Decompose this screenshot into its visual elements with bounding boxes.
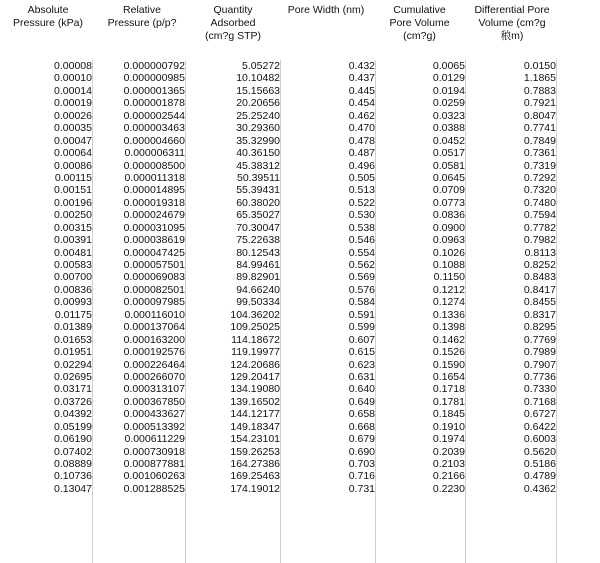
- cell-quantity-adsorbed: 164.27386: [230, 458, 280, 470]
- table-row: [0, 371, 600, 383]
- cell-quantity-adsorbed: 15.15663: [236, 84, 280, 97]
- cell-cumulative-pore-volume: 0.0065: [432, 60, 465, 72]
- table-row: [0, 408, 600, 420]
- cell-pore-width: 0.591: [348, 308, 375, 321]
- cell-pore-width: 0.445: [348, 84, 375, 97]
- cell-relative-pressure: 0.000001365: [123, 84, 185, 97]
- cell-cumulative-pore-volume: 0.0645: [432, 171, 465, 184]
- cell-cumulative-pore-volume: 0.1088: [432, 259, 465, 271]
- cell-quantity-adsorbed: 5.05272: [242, 60, 280, 72]
- cell-cumulative-pore-volume: 0.2230: [432, 482, 465, 495]
- cell-differential-pore-volume: 0.6422: [523, 420, 556, 433]
- cell-differential-pore-volume: 0.7989: [523, 346, 556, 359]
- cell-absolute-pressure: 0.00836: [54, 283, 92, 296]
- cell-pore-width: 0.731: [348, 482, 375, 495]
- cell-absolute-pressure: 0.00391: [54, 234, 92, 247]
- cell-differential-pore-volume: 0.7982: [523, 234, 556, 247]
- table-row: [0, 359, 600, 371]
- header-line: Adsorbed: [210, 17, 256, 29]
- cell-cumulative-pore-volume: 0.0323: [432, 109, 465, 122]
- cell-relative-pressure: 0.000001878: [123, 97, 185, 110]
- cell-differential-pore-volume: 0.5186: [523, 458, 556, 470]
- cell-pore-width: 0.623: [348, 358, 375, 371]
- cell-differential-pore-volume: 0.8417: [523, 283, 556, 296]
- cell-cumulative-pore-volume: 0.0709: [432, 184, 465, 197]
- cell-differential-pore-volume: 0.7594: [523, 209, 556, 222]
- cell-pore-width: 0.487: [348, 147, 375, 160]
- table-row: [0, 309, 600, 321]
- cell-cumulative-pore-volume: 0.1845: [432, 408, 465, 421]
- cell-differential-pore-volume: 0.8455: [523, 296, 556, 309]
- table-row: [0, 284, 600, 296]
- cell-differential-pore-volume: 0.7883: [523, 84, 556, 97]
- cell-differential-pore-volume: 0.7849: [523, 134, 556, 147]
- header-differential-pore-volume: [462, 4, 562, 43]
- cell-relative-pressure: 0.001060263: [123, 470, 185, 483]
- cell-quantity-adsorbed: 80.12543: [236, 246, 280, 259]
- cell-cumulative-pore-volume: 0.2103: [432, 458, 465, 470]
- cell-cumulative-pore-volume: 0.0517: [432, 147, 465, 160]
- cell-quantity-adsorbed: 169.25463: [230, 470, 280, 483]
- cell-quantity-adsorbed: 174.19012: [230, 482, 280, 495]
- cell-relative-pressure: 0.000003463: [123, 122, 185, 135]
- cell-relative-pressure: 0.000163200: [123, 333, 185, 346]
- cell-quantity-adsorbed: 149.18347: [230, 420, 280, 433]
- table-row: [0, 85, 600, 97]
- table-row: [0, 72, 600, 84]
- table-row: [0, 396, 600, 408]
- cell-relative-pressure: 0.000082501: [123, 283, 185, 296]
- cell-relative-pressure: 0.000116010: [124, 308, 185, 321]
- cell-cumulative-pore-volume: 0.1274: [432, 296, 465, 309]
- cell-differential-pore-volume: 0.7320: [523, 184, 556, 197]
- cell-cumulative-pore-volume: 0.1590: [432, 358, 465, 371]
- header-line: Relative: [123, 4, 161, 16]
- table-row: [0, 271, 600, 283]
- cell-quantity-adsorbed: 75.22638: [236, 234, 280, 247]
- cell-relative-pressure: 0.000038619: [123, 234, 185, 247]
- cell-differential-pore-volume: 0.5620: [523, 445, 556, 458]
- cell-differential-pore-volume: 0.7361: [523, 147, 556, 160]
- cell-absolute-pressure: 0.00064: [54, 147, 92, 160]
- cell-pore-width: 0.496: [348, 159, 375, 172]
- table-row: [0, 184, 600, 196]
- cell-differential-pore-volume: 0.8113: [524, 246, 556, 259]
- cell-relative-pressure: 0.000226464: [123, 358, 185, 371]
- cell-differential-pore-volume: 0.0150: [523, 60, 556, 72]
- cell-cumulative-pore-volume: 0.0129: [432, 72, 465, 85]
- cell-differential-pore-volume: 0.6003: [523, 433, 556, 446]
- table-body: [0, 60, 600, 495]
- cell-absolute-pressure: 0.06190: [54, 433, 92, 446]
- cell-quantity-adsorbed: 20.20656: [236, 97, 280, 110]
- cell-pore-width: 0.554: [348, 246, 375, 259]
- table-row: [0, 110, 600, 122]
- cell-quantity-adsorbed: 124.20686: [230, 358, 280, 371]
- header-line: Pore Width (nm): [287, 4, 365, 16]
- cell-absolute-pressure: 0.07402: [54, 445, 92, 458]
- cell-relative-pressure: 0.000008500: [123, 159, 185, 172]
- cell-pore-width: 0.437: [348, 72, 375, 85]
- cell-pore-width: 0.615: [348, 346, 375, 359]
- cell-relative-pressure: 0.000057501: [123, 259, 185, 271]
- cell-differential-pore-volume: 0.7319: [523, 159, 556, 172]
- cell-relative-pressure: 0.000024679: [123, 209, 185, 222]
- cell-pore-width: 0.462: [348, 109, 375, 122]
- table-row: [0, 346, 600, 358]
- table-row: [0, 433, 600, 445]
- cell-absolute-pressure: 0.08889: [54, 458, 92, 470]
- cell-absolute-pressure: 0.00196: [54, 196, 92, 209]
- table-row: [0, 259, 600, 271]
- cell-relative-pressure: 0.000266070: [123, 370, 185, 383]
- table-row: [0, 421, 600, 433]
- cell-differential-pore-volume: 0.7741: [523, 122, 556, 135]
- table-row: [0, 247, 600, 259]
- table-row: [0, 135, 600, 147]
- cell-quantity-adsorbed: 30.29360: [236, 122, 280, 135]
- cell-relative-pressure: 0.000014895: [123, 184, 185, 197]
- cell-absolute-pressure: 0.10736: [54, 470, 92, 483]
- cell-pore-width: 0.576: [348, 283, 375, 296]
- table-row: [0, 122, 600, 134]
- cell-cumulative-pore-volume: 0.0963: [432, 234, 465, 247]
- cell-cumulative-pore-volume: 0.0194: [432, 84, 465, 97]
- cell-relative-pressure: 0.001288525: [123, 482, 185, 495]
- cell-pore-width: 0.599: [348, 321, 375, 334]
- table-row: [0, 483, 600, 495]
- cell-cumulative-pore-volume: 0.0773: [432, 196, 465, 209]
- cell-absolute-pressure: 0.00315: [54, 221, 92, 234]
- table-row: [0, 470, 600, 482]
- cell-quantity-adsorbed: 10.10482: [236, 72, 280, 85]
- header-pore-width: [276, 4, 376, 17]
- cell-absolute-pressure: 0.00250: [54, 209, 92, 222]
- table-row: [0, 334, 600, 346]
- cell-differential-pore-volume: 0.8483: [523, 271, 556, 284]
- cell-absolute-pressure: 0.01951: [54, 346, 92, 359]
- cell-relative-pressure: 0.000313107: [123, 383, 185, 396]
- table-row: [0, 321, 600, 333]
- cell-absolute-pressure: 0.03726: [54, 395, 92, 408]
- cell-relative-pressure: 0.000877881: [123, 458, 185, 470]
- cell-differential-pore-volume: 0.8295: [523, 321, 556, 334]
- cell-cumulative-pore-volume: 0.1718: [432, 383, 465, 396]
- cell-quantity-adsorbed: 159.26253: [230, 445, 280, 458]
- cell-pore-width: 0.716: [348, 470, 375, 483]
- cell-quantity-adsorbed: 129.20417: [230, 370, 280, 383]
- cell-cumulative-pore-volume: 0.2039: [432, 445, 465, 458]
- table-row: [0, 172, 600, 184]
- cell-absolute-pressure: 0.00481: [54, 246, 92, 259]
- cell-relative-pressure: 0.000002544: [123, 109, 185, 122]
- cell-pore-width: 0.658: [348, 408, 375, 421]
- cell-quantity-adsorbed: 144.12177: [230, 408, 280, 421]
- cell-pore-width: 0.530: [348, 209, 375, 222]
- cell-pore-width: 0.513: [348, 184, 375, 197]
- header-absolute-pressure: [2, 4, 94, 30]
- cell-absolute-pressure: 0.00700: [54, 271, 92, 284]
- table-row: [0, 234, 600, 246]
- cell-cumulative-pore-volume: 0.0259: [432, 97, 465, 110]
- cell-pore-width: 0.690: [348, 445, 375, 458]
- cell-absolute-pressure: 0.00115: [54, 171, 92, 184]
- cell-absolute-pressure: 0.01389: [54, 321, 92, 334]
- cell-quantity-adsorbed: 104.36202: [230, 308, 280, 321]
- cell-pore-width: 0.703: [348, 458, 375, 470]
- cell-relative-pressure: 0.000137064: [123, 321, 185, 334]
- cell-quantity-adsorbed: 84.99461: [236, 259, 280, 271]
- cell-cumulative-pore-volume: 0.1336: [432, 308, 465, 321]
- cell-differential-pore-volume: 0.4789: [523, 470, 556, 483]
- cell-absolute-pressure: 0.02294: [54, 358, 92, 371]
- table-row: [0, 458, 600, 470]
- cell-absolute-pressure: 0.00019: [54, 97, 92, 110]
- cell-absolute-pressure: 0.00993: [54, 296, 92, 309]
- cell-quantity-adsorbed: 65.35027: [236, 209, 280, 222]
- cell-relative-pressure: 0.000000792: [123, 60, 185, 72]
- cell-relative-pressure: 0.000011318: [124, 171, 185, 184]
- cell-absolute-pressure: 0.13047: [54, 482, 92, 495]
- table-row: [0, 296, 600, 308]
- cell-differential-pore-volume: 0.4362: [523, 482, 556, 495]
- cell-cumulative-pore-volume: 0.1654: [432, 370, 465, 383]
- cell-pore-width: 0.649: [348, 395, 375, 408]
- cell-absolute-pressure: 0.03171: [54, 383, 92, 396]
- cell-cumulative-pore-volume: 0.1974: [432, 433, 465, 446]
- cell-quantity-adsorbed: 55.39431: [236, 184, 280, 197]
- cell-relative-pressure: 0.000000985: [123, 72, 185, 85]
- cell-pore-width: 0.505: [348, 171, 375, 184]
- cell-pore-width: 0.562: [348, 259, 375, 271]
- cell-pore-width: 0.538: [348, 221, 375, 234]
- cell-quantity-adsorbed: 94.66240: [236, 283, 280, 296]
- header-line: Pressure (kPa): [12, 17, 84, 29]
- cell-differential-pore-volume: 0.7736: [523, 370, 556, 383]
- cell-pore-width: 0.607: [348, 333, 375, 346]
- cell-differential-pore-volume: 0.7168: [523, 395, 556, 408]
- cell-differential-pore-volume: 0.7907: [523, 358, 556, 371]
- cell-cumulative-pore-volume: 0.2166: [432, 470, 465, 483]
- table-header: [0, 0, 600, 56]
- cell-pore-width: 0.522: [348, 196, 375, 209]
- header-line: Pore Volume: [389, 17, 450, 29]
- cell-relative-pressure: 0.000069083: [123, 271, 185, 284]
- table-row: [0, 197, 600, 209]
- cell-absolute-pressure: 0.01653: [54, 333, 92, 346]
- cell-relative-pressure: 0.000031095: [123, 221, 185, 234]
- cell-relative-pressure: 0.000097985: [123, 296, 185, 309]
- table-row: [0, 97, 600, 109]
- cell-cumulative-pore-volume: 0.0388: [432, 122, 465, 135]
- table-row: [0, 446, 600, 458]
- header-line: Absolute: [27, 4, 69, 16]
- cell-absolute-pressure: 0.02695: [54, 370, 92, 383]
- cell-pore-width: 0.569: [348, 271, 375, 284]
- cell-pore-width: 0.631: [348, 370, 375, 383]
- header-line: Quantity: [213, 4, 253, 16]
- cell-absolute-pressure: 0.00151: [54, 184, 92, 197]
- table-row: [0, 383, 600, 395]
- cell-quantity-adsorbed: 114.18672: [231, 333, 280, 346]
- cell-cumulative-pore-volume: 0.0452: [432, 134, 465, 147]
- cell-relative-pressure: 0.000513392: [123, 420, 185, 433]
- cell-relative-pressure: 0.000019318: [123, 196, 185, 209]
- cell-quantity-adsorbed: 139.16502: [230, 395, 280, 408]
- cell-pore-width: 0.470: [348, 122, 375, 135]
- cell-quantity-adsorbed: 109.25025: [230, 321, 280, 334]
- cell-cumulative-pore-volume: 0.0836: [432, 209, 465, 222]
- cell-quantity-adsorbed: 25.25240: [236, 109, 280, 122]
- cell-differential-pore-volume: 0.8252: [523, 259, 556, 271]
- cell-differential-pore-volume: 0.8317: [523, 308, 556, 321]
- cell-absolute-pressure: 0.04392: [54, 408, 92, 421]
- cell-pore-width: 0.478: [348, 134, 375, 147]
- cell-pore-width: 0.640: [348, 383, 375, 396]
- cell-quantity-adsorbed: 154.23101: [230, 433, 280, 446]
- cell-pore-width: 0.454: [348, 97, 375, 110]
- cell-quantity-adsorbed: 50.39511: [236, 171, 280, 184]
- cell-differential-pore-volume: 0.7921: [523, 97, 556, 110]
- cell-quantity-adsorbed: 35.32990: [236, 134, 280, 147]
- table-row: [0, 209, 600, 221]
- cell-cumulative-pore-volume: 0.1398: [432, 321, 465, 334]
- cell-pore-width: 0.584: [348, 296, 375, 309]
- cell-relative-pressure: 0.000004660: [123, 134, 185, 147]
- table-row: [0, 160, 600, 172]
- cell-cumulative-pore-volume: 0.1526: [432, 346, 465, 359]
- header-line: Pressure (p/p?: [107, 17, 177, 29]
- table-row: [0, 60, 600, 72]
- cell-differential-pore-volume: 0.8047: [523, 109, 556, 122]
- cell-quantity-adsorbed: 40.36150: [236, 147, 280, 160]
- header-line: (cm?g): [403, 30, 436, 42]
- cell-quantity-adsorbed: 70.30047: [236, 221, 280, 234]
- cell-relative-pressure: 0.000047425: [123, 246, 185, 259]
- cell-quantity-adsorbed: 99.50334: [236, 296, 280, 309]
- cell-absolute-pressure: 0.01175: [54, 308, 92, 321]
- cell-quantity-adsorbed: 89.82901: [236, 271, 280, 284]
- cell-quantity-adsorbed: 119.19977: [231, 346, 280, 359]
- cell-relative-pressure: 0.000730918: [123, 445, 185, 458]
- header-line: (cm?g STP): [204, 30, 261, 42]
- cell-cumulative-pore-volume: 0.1462: [432, 333, 465, 346]
- cell-differential-pore-volume: 0.7480: [523, 196, 556, 209]
- header-line: 稂m): [500, 30, 524, 42]
- header-quantity-adsorbed: [188, 4, 278, 43]
- cell-relative-pressure: 0.000006311: [124, 147, 185, 160]
- cell-absolute-pressure: 0.00583: [54, 259, 92, 271]
- cell-relative-pressure: 0.000367850: [123, 395, 185, 408]
- cell-differential-pore-volume: 0.7782: [523, 221, 556, 234]
- cell-absolute-pressure: 0.00086: [54, 159, 92, 172]
- cell-cumulative-pore-volume: 0.1910: [432, 420, 465, 433]
- cell-pore-width: 0.668: [348, 420, 375, 433]
- header-line: Differential Pore: [474, 4, 550, 16]
- cell-absolute-pressure: 0.00014: [54, 84, 92, 97]
- cell-relative-pressure: 0.000611229: [124, 433, 185, 446]
- cell-quantity-adsorbed: 60.38020: [236, 196, 280, 209]
- cell-cumulative-pore-volume: 0.1781: [432, 395, 465, 408]
- cell-cumulative-pore-volume: 0.1026: [432, 246, 465, 259]
- cell-pore-width: 0.546: [348, 234, 375, 247]
- header-relative-pressure: [97, 4, 187, 30]
- cell-differential-pore-volume: 0.7330: [523, 383, 556, 396]
- header-line: Cumulative: [393, 4, 446, 16]
- cell-cumulative-pore-volume: 0.1212: [432, 283, 465, 296]
- cell-relative-pressure: 0.000433627: [123, 408, 185, 421]
- cell-differential-pore-volume: 0.7769: [523, 333, 556, 346]
- cell-absolute-pressure: 0.00010: [54, 72, 92, 85]
- cell-absolute-pressure: 0.05199: [54, 420, 92, 433]
- cell-cumulative-pore-volume: 0.0900: [432, 221, 465, 234]
- cell-quantity-adsorbed: 45.38312: [236, 159, 280, 172]
- table-row: [0, 222, 600, 234]
- cell-differential-pore-volume: 0.7292: [523, 171, 556, 184]
- cell-differential-pore-volume: 0.6727: [523, 408, 556, 421]
- cell-relative-pressure: 0.000192576: [123, 346, 185, 359]
- cell-absolute-pressure: 0.00035: [54, 122, 92, 135]
- cell-pore-width: 0.432: [348, 60, 375, 72]
- header-line: Volume (cm?g: [478, 17, 546, 29]
- cell-absolute-pressure: 0.00008: [54, 60, 92, 72]
- cell-quantity-adsorbed: 134.19080: [230, 383, 280, 396]
- table-row: [0, 147, 600, 159]
- cell-cumulative-pore-volume: 0.1150: [433, 271, 465, 284]
- cell-pore-width: 0.679: [348, 433, 375, 446]
- cell-cumulative-pore-volume: 0.0581: [432, 159, 465, 172]
- cell-differential-pore-volume: 1.1865: [523, 72, 556, 85]
- header-cumulative-pore-volume: [377, 4, 462, 43]
- cell-absolute-pressure: 0.00026: [54, 109, 92, 122]
- cell-absolute-pressure: 0.00047: [54, 134, 92, 147]
